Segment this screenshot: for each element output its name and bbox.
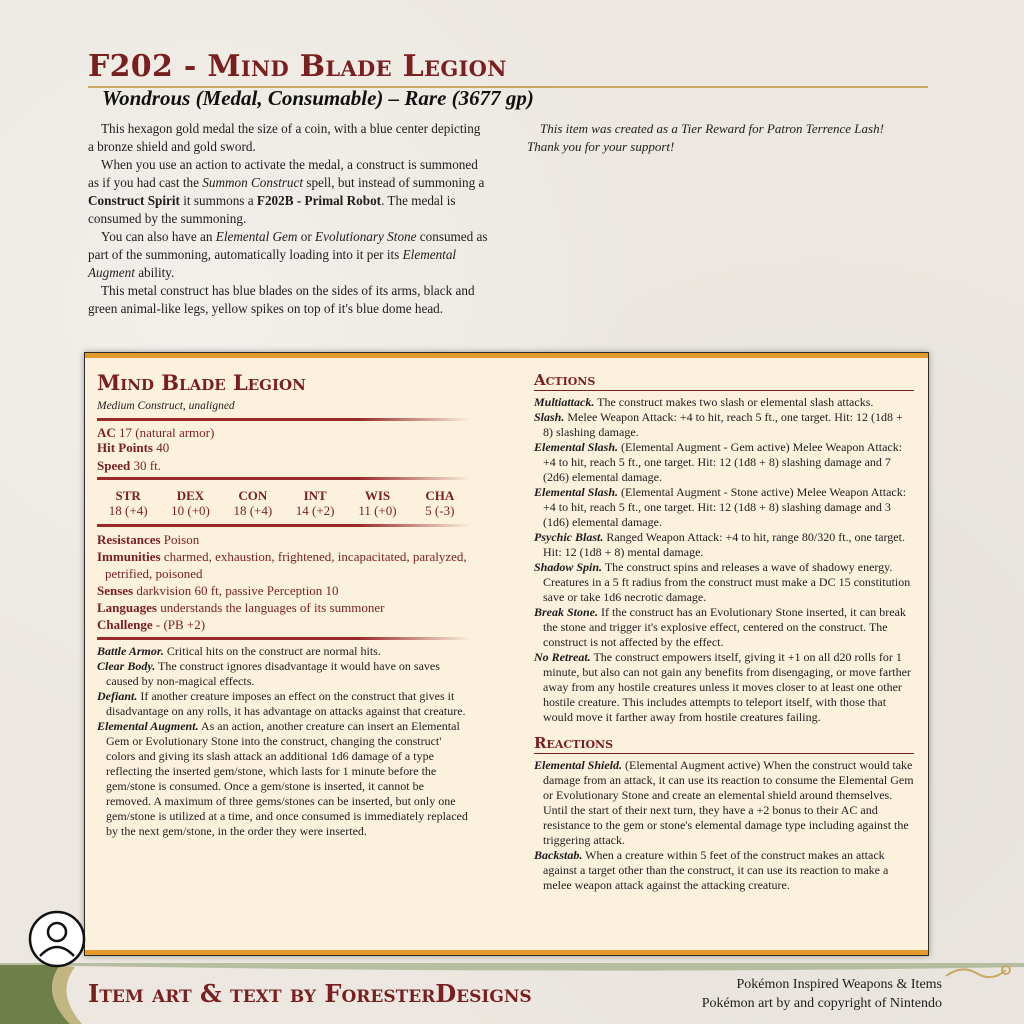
reaction-text: When a creature within 5 feet of the construct makes an attack against a target other than the construct, it can use its reaction to make a melee weapon attack against the attacking creature. xyxy=(543,848,889,892)
reactions-list xyxy=(534,758,914,893)
action xyxy=(534,395,914,410)
trait-text: If another creature imposes an effect on the construct that gives it disadvantage on any rolls, it has advantage on attacks against that creature. xyxy=(106,689,466,718)
action-name: Break Stone. xyxy=(534,605,599,619)
ability-con xyxy=(223,488,283,518)
ability-str xyxy=(98,488,158,518)
value: understands the languages of its summoner xyxy=(160,600,385,615)
value: 30 ft. xyxy=(133,458,161,473)
trait-name: Elemental Augment. xyxy=(97,719,199,733)
ability-cha xyxy=(410,488,470,518)
forester-logo-icon xyxy=(28,910,86,968)
patron-credit xyxy=(527,120,927,156)
ability-name: CHA xyxy=(425,488,455,503)
stat-block-left-column xyxy=(97,368,471,839)
ability-dex xyxy=(160,488,220,518)
value: darkvision 60 ft, passive Perception 10 xyxy=(136,583,339,598)
monster-type: Medium Construct, unaligned xyxy=(97,400,235,412)
divider xyxy=(97,524,471,527)
action-name: No Retreat. xyxy=(534,650,591,664)
label: Languages xyxy=(97,600,157,615)
footer-line-1: Pokémon Inspired Weapons & Items xyxy=(736,977,942,992)
reaction-text: (Elemental Augment active) When the construct would take damage from an attack, it can use its reaction to consume the Elemental Gem or Evolutionary Stone and create an elemental shield around themselves. Until the start of their next turn, they have a +2 bonus to their AC and resistance to the gem or stone's elemental damage type including against the triggering attack. xyxy=(543,758,914,847)
action-text: The construct makes two slash or elemental slash attacks. xyxy=(594,395,874,409)
action-name: Psychic Blast. xyxy=(534,530,604,544)
languages xyxy=(97,599,471,616)
ability-value: 11 (+0) xyxy=(358,503,397,518)
trait xyxy=(97,659,471,689)
label: Hit Points xyxy=(97,440,153,455)
value: 17 (natural armor) xyxy=(119,425,215,440)
label: Speed xyxy=(97,458,131,473)
monster-name: Mind Blade Legion xyxy=(97,370,306,395)
action xyxy=(534,485,914,530)
properties xyxy=(97,531,471,633)
value: 40 xyxy=(156,440,170,455)
trait xyxy=(97,719,471,839)
spell-name: Summon Construct xyxy=(202,175,304,190)
label: Senses xyxy=(97,583,134,598)
text-run: ability. xyxy=(134,265,175,280)
ability-value: 10 (+0) xyxy=(171,503,210,518)
text-run: it summons a xyxy=(179,193,257,208)
armor-class xyxy=(97,425,471,440)
divider xyxy=(97,418,471,421)
item-description xyxy=(88,120,488,318)
actions-heading: Actions xyxy=(534,370,914,391)
trait-name: Clear Body. xyxy=(97,659,156,673)
actions-list xyxy=(534,395,914,725)
ability-value: 14 (+2) xyxy=(295,503,335,518)
item-name: Evolutionary Stone xyxy=(315,229,417,244)
action-name: Elemental Slash. xyxy=(534,440,619,454)
item-name: Elemental Gem xyxy=(215,229,298,244)
action-name: Elemental Slash. xyxy=(534,485,619,499)
flourish-icon xyxy=(944,962,1014,984)
ability-int xyxy=(285,488,345,518)
text-run: spell, but instead of summoning a xyxy=(303,175,485,190)
credit-line-1: This item was created as a Tier Reward for Patron Terrence Lash! xyxy=(540,121,884,136)
action-name: Slash. xyxy=(534,410,565,424)
ability-scores xyxy=(97,484,471,520)
value: Poison xyxy=(163,532,200,547)
stat-block-right-column xyxy=(534,368,914,893)
text-run: You can also have an xyxy=(101,229,216,244)
trait xyxy=(97,689,471,719)
label: AC xyxy=(97,425,116,440)
action xyxy=(534,530,914,560)
ability-value: 5 (-3) xyxy=(425,503,455,518)
value: charmed, exhaustion, frightened, incapacitated, paralyzed, petrified, poisoned xyxy=(105,549,467,581)
label: Challenge xyxy=(97,617,153,632)
spirit-name: Construct Spirit xyxy=(88,193,180,208)
ability-wis xyxy=(347,488,407,518)
ability-name: DEX xyxy=(176,488,205,503)
immunities xyxy=(97,548,471,582)
ability-value: 18 (+4) xyxy=(233,503,273,518)
ability-value: 18 (+4) xyxy=(108,503,148,518)
action-text: (Elemental Augment - Gem active) Melee Weapon Attack: +4 to hit, reach 5 ft., one target. Hit: 12 (1d8 + 8) slashing damage and 7 (2d6) elemental damage. xyxy=(543,440,903,484)
action-name: Shadow Spin. xyxy=(534,560,603,574)
action xyxy=(534,650,914,725)
action-text: (Elemental Augment - Stone active) Melee Weapon Attack: +4 to hit, reach 5 ft., one target. Hit: 12 (1d8 + 8) slashing damage and 3 (1d6) elemental damage. xyxy=(543,485,907,529)
trait-text: Critical hits on the construct are normal hits. xyxy=(163,644,381,658)
reaction xyxy=(534,848,914,893)
robot-name: F202B - Primal Robot xyxy=(256,193,382,208)
action-text: The construct spins and releases a wave of shadowy energy. Creatures in a 5 ft radius from the construct must make a DC 15 constitution save or take 1d6 necrotic damage. xyxy=(543,560,911,604)
text-run: . The medal is consumed by the summoning. xyxy=(88,193,456,226)
text-run: consumed as part of the summoning, automatically loading into it per its xyxy=(88,229,488,262)
reaction-name: Elemental Shield. xyxy=(534,758,623,772)
ability-name: WIS xyxy=(364,488,391,503)
item-subtitle: Wondrous (Medal, Consumable) – Rare (3677 gp) xyxy=(102,86,534,110)
reaction-name: Backstab. xyxy=(534,848,583,862)
trait-text: As an action, another creature can insert an Elemental Gem or Evolutionary Stone into the construct, changing the construct' colors and giving its slash attack an additional 1d6 damage of a type reflecting the inserted gem/stone, which lasts for 1 minute before the gem/stone is consumed. Once a gem/stone is inserted, it cannot be removed. A maximum of three gems/stones can be inserted, but only one gem/stone is utilized at a time, and once consumed is immediately replaced by the next gem/stone, in the order they were inserted. xyxy=(106,719,468,838)
stat-block xyxy=(84,352,929,956)
divider xyxy=(97,637,471,640)
intro-paragraph-1: This hexagon gold medal the size of a coin, with a blue center depicting a bronze shield and gold sword. xyxy=(88,121,481,154)
action-name: Multiattack. xyxy=(534,395,595,409)
text-run: or xyxy=(297,229,316,244)
reactions-heading: Reactions xyxy=(534,733,914,754)
page-title: F202 - Mind Blade Legion xyxy=(88,48,928,88)
action xyxy=(534,605,914,650)
intro-paragraph-2 xyxy=(88,156,488,228)
footer-copyright xyxy=(702,975,942,1013)
action-text: Ranged Weapon Attack: +4 to hit, range 80/320 ft., one target. Hit: 12 (1d8 + 8) mental damage. xyxy=(543,530,905,559)
footer-credit-title: Item art & text by ForesterDesigns xyxy=(88,979,532,1008)
challenge xyxy=(97,616,471,633)
action-text: If the construct has an Evolutionary Stone inserted, it can break the stone and trigger it's explosive effect, centered on the construct. The construct is not affected by the effect. xyxy=(543,605,906,649)
traits-list xyxy=(97,644,471,839)
trait-text: The construct ignores disadvantage it would have on saves caused by non-magical effects. xyxy=(106,659,440,688)
text-run: When you use an action to activate the medal, a construct is summoned as if you had cast the xyxy=(88,157,478,190)
footer-line-2: Pokémon art by and copyright of Nintendo xyxy=(701,996,942,1011)
action-text: The construct empowers itself, giving it +1 on all d20 rolls for 1 minute, but also can not gain any benefits from disengaging, or move farther away from any hostile creatures unless it moves closer to at least one other hostile creature. This includes attempts to teleport itself, with those that would move it farther away from hostile creatures failing. xyxy=(543,650,911,724)
speed xyxy=(97,458,471,473)
intro-paragraph-4: This metal construct has blue blades on the sides of its arms, black and green animal-like legs, yellow spikes on top of it's blue dome head. xyxy=(88,283,475,316)
value: - (PB +2) xyxy=(155,617,206,632)
credit-line-2: Thank you for your support! xyxy=(527,139,675,154)
trait xyxy=(97,644,471,659)
reaction xyxy=(534,758,914,848)
ability-name: STR xyxy=(115,488,141,503)
senses xyxy=(97,582,471,599)
trait-name: Defiant. xyxy=(97,689,138,703)
ability-name: INT xyxy=(303,488,327,503)
label: Immunities xyxy=(97,549,161,564)
label: Resistances xyxy=(97,532,161,547)
action xyxy=(534,560,914,605)
ability-name: Elemental Augment xyxy=(88,247,457,280)
trait-name: Battle Armor. xyxy=(97,644,164,658)
action xyxy=(534,410,914,440)
resistances xyxy=(97,531,471,548)
action-text: Melee Weapon Attack: +4 to hit, reach 5 ft., one target. Hit: 12 (1d8 + 8) slashing damage. xyxy=(543,410,903,439)
divider xyxy=(97,477,471,480)
intro-paragraph-3 xyxy=(88,228,488,282)
hit-points xyxy=(97,440,471,455)
ability-name: CON xyxy=(238,488,268,503)
action xyxy=(534,440,914,485)
